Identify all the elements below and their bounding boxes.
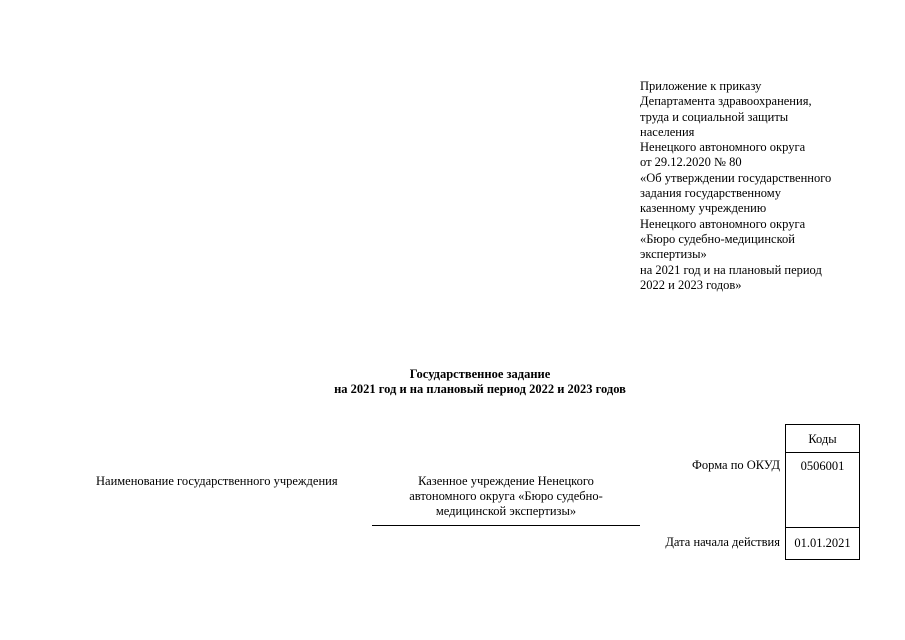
appendix-line: «Об утверждении государственного: [640, 170, 832, 185]
title-line-1: Государственное задание: [409, 367, 551, 381]
appendix-line: задания государственному: [640, 186, 781, 201]
institution-name-line-1: Казенное учреждение Ненецкого: [418, 474, 594, 488]
start-date-label: Дата начала действия: [665, 535, 780, 549]
appendix-line: Ненецкого автономного округа: [640, 140, 806, 155]
appendix-line: «Бюро судебно-медицинской: [640, 231, 795, 246]
appendix-line: казенному учреждению: [640, 201, 767, 216]
appendix-line: труда и социальной защиты: [640, 109, 789, 124]
start-date-value: 01.01.2021: [794, 536, 851, 550]
title-line-2: на 2021 год и на плановый период 2022 и 2023 годов: [334, 382, 626, 396]
appendix-line: населения: [640, 124, 695, 139]
institution-name-line-2: автономного округа «Бюро судебно-: [409, 489, 603, 503]
okud-value: 0506001: [786, 453, 859, 528]
appendix-line: Департамента здравоохранения,: [640, 94, 812, 109]
document-title: [290, 367, 670, 397]
institution-name-line-3: медицинской экспертизы»: [435, 504, 577, 518]
appendix-line: на 2021 год и на плановый период: [640, 262, 822, 277]
codes-table: [785, 424, 860, 560]
appendix-line: от 29.12.2020 № 80: [640, 155, 742, 170]
appendix-line: 2022 и 2023 годов»: [640, 277, 742, 292]
appendix-line: Ненецкого автономного округа: [640, 216, 806, 231]
codes-header: Коды: [786, 425, 859, 453]
institution-underline: [372, 525, 640, 526]
appendix-line: Приложение к приказу: [640, 79, 762, 93]
appendix-block: [640, 79, 880, 293]
appendix-line: экспертизы»: [640, 247, 707, 262]
okud-label: Форма по ОКУД: [692, 458, 780, 472]
institution-name: [372, 474, 640, 519]
institution-label: Наименование государственного учреждения: [96, 474, 338, 488]
